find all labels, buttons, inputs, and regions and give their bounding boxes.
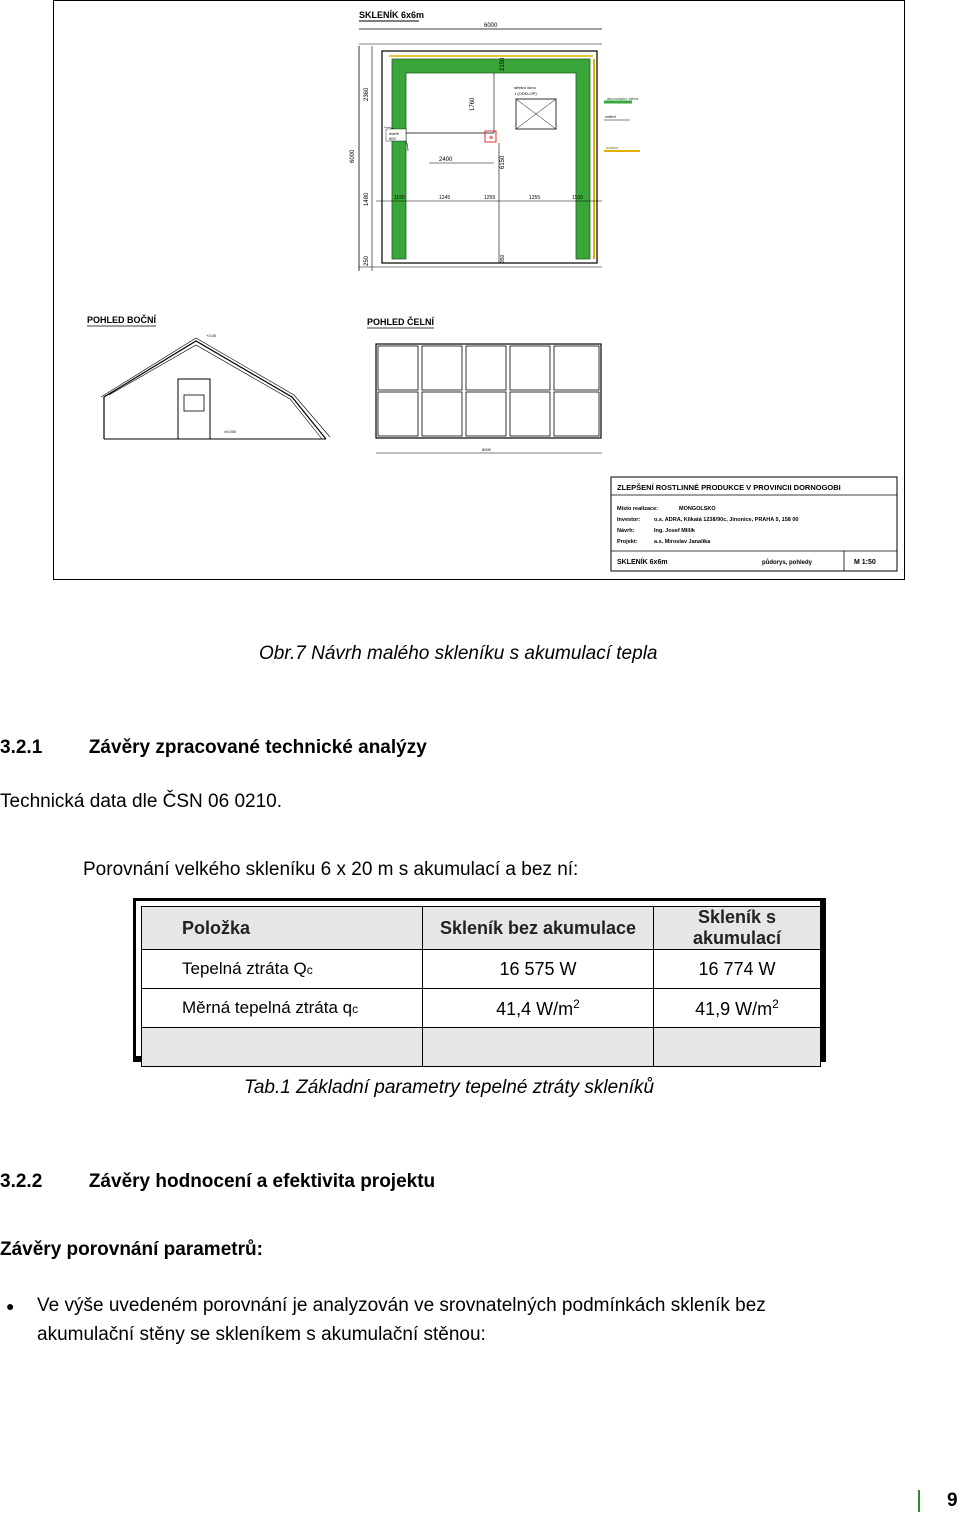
tb-design-label: Návrh: — [617, 528, 635, 534]
dim-inner-vert-a: 1760 — [470, 97, 476, 111]
window-sublabel: 1 (ODKLOP) — [514, 91, 537, 96]
table-cell: 16 575 W — [423, 950, 654, 989]
table-cell: 41,9 $W/m^2$ — [654, 989, 821, 1028]
table-row-empty — [142, 1028, 821, 1067]
bullet-marker: ● — [6, 1298, 15, 1314]
tech-data-text: Technická data dle ČSN 06 0210. — [0, 791, 283, 812]
table-header-row — [142, 907, 821, 950]
svg-text:⊗: ⊗ — [489, 135, 494, 141]
parameter-table-frame — [133, 898, 826, 1062]
comparison-intro: Porovnání velkého skleníku 6 x 20 m s akumulací a bez ní: — [83, 859, 579, 880]
dim-inner-horiz: 2400 — [439, 157, 453, 163]
parameter-table — [141, 906, 821, 1067]
section-321-heading — [0, 737, 427, 759]
section-title: Závěry zpracované technické analýzy — [88, 737, 427, 758]
side-view-title: POHLED BOČNÍ — [87, 315, 157, 325]
dim-inner-vert-c: 6150 — [500, 155, 506, 169]
dim-left-total: 6000 — [350, 149, 356, 163]
drawing-frame — [53, 0, 905, 580]
side-dim-top: +3,00 — [206, 333, 217, 338]
page-number: 9 — [947, 1490, 958, 1511]
dim-bottom-vert: 350 — [500, 254, 506, 263]
bullet-text: Ve výše uvedeném porovnání je analyzován ve srovnatelných podmínkách skleník bez — [37, 1295, 766, 1316]
legend-vnitrni: vnitřní — [605, 114, 616, 119]
tb-investor-value: o.s. ADRA, Klikatá 1238/90c, Jinonice, PRAHA 5, 158 00 — [654, 517, 799, 523]
tb-place-value: MONGOLSKO — [679, 506, 716, 512]
row-dim: 1160 — [572, 195, 583, 201]
dim-top: 6000 — [484, 23, 498, 29]
dim-inner-vert-b: 2150 — [500, 57, 506, 71]
legend-izolace: izolace — [606, 145, 619, 150]
plan-title: SKLENÍK 6x6m — [359, 10, 425, 20]
table-row — [142, 950, 821, 989]
table-cell: 16 774 W — [654, 950, 821, 989]
dim-left-top: 2360 — [364, 87, 370, 101]
front-view-title: POHLED ČELNÍ — [367, 317, 435, 327]
table-header-cell: Skleník bez akumulace — [423, 907, 654, 950]
door-label: dveře — [389, 131, 400, 136]
tb-sheet: SKLENÍK 6x6m — [617, 559, 668, 566]
door-sublabel: 800 — [389, 136, 396, 141]
table-caption: Tab.1 Základní parametry tepelné ztráty skleníků — [244, 1077, 655, 1098]
table-cell: 41,4 $W/m^2$ — [423, 989, 654, 1028]
window-label: střešní okno — [514, 85, 536, 90]
row-dim: 1255 — [529, 195, 541, 201]
row-dim: 1245 — [439, 195, 451, 201]
section-322-heading — [0, 1171, 435, 1193]
row-dim: 1150 — [394, 195, 405, 201]
table-cell-label: Měrná tepelná ztráta qc — [142, 989, 423, 1028]
tb-project-label: Projekt: — [617, 539, 638, 545]
figure-caption: Obr.7 Návrh malého skleníku s akumulací tepla — [259, 643, 658, 664]
section-number: 3.2.2 — [0, 1171, 43, 1192]
tb-project: ZLEPŠENÍ ROSTLINNÉ PRODUKCE V PROVINCII DORNOGOBI — [617, 483, 841, 492]
greenhouse-drawing — [54, 1, 906, 581]
legend-akumulacni: akumulační stěna — [607, 96, 639, 101]
table-header-cell: Skleník s akumulací — [654, 907, 821, 950]
row-dimensions — [394, 195, 583, 201]
table-cell-label: Tepelná ztráta Qc — [142, 950, 423, 989]
section-number: 3.2.1 — [0, 737, 43, 758]
dim-left-bottom: 1480 — [364, 192, 370, 206]
table-row — [142, 989, 821, 1028]
bullet-text-continued: akumulační stěny se skleníkem s akumulační stěnou: — [37, 1324, 486, 1345]
tb-scale: M 1:50 — [854, 559, 876, 566]
table-header-cell: Položka — [142, 907, 423, 950]
tb-sheet-desc: půdorys, pohledy — [762, 560, 813, 566]
row-dim: 1255 — [484, 195, 496, 201]
section-title: Závěry hodnocení a efektivita projektu — [88, 1171, 436, 1192]
tb-place-label: Místo realizace: — [617, 506, 658, 512]
page-number-mark — [918, 1490, 920, 1512]
conclusions-heading: Závěry porovnání parametrů: — [0, 1239, 263, 1260]
tb-design-value: Ing. Josef Mlílík — [654, 528, 695, 534]
dim-left-small: 250 — [364, 255, 370, 266]
tb-investor-label: Investor: — [617, 517, 641, 523]
front-dim-bottom: 6000 — [482, 447, 491, 452]
tb-project-value: a.s. Miroslav Janalíka — [654, 539, 711, 545]
side-dim-ground: ±0,000 — [224, 429, 237, 434]
